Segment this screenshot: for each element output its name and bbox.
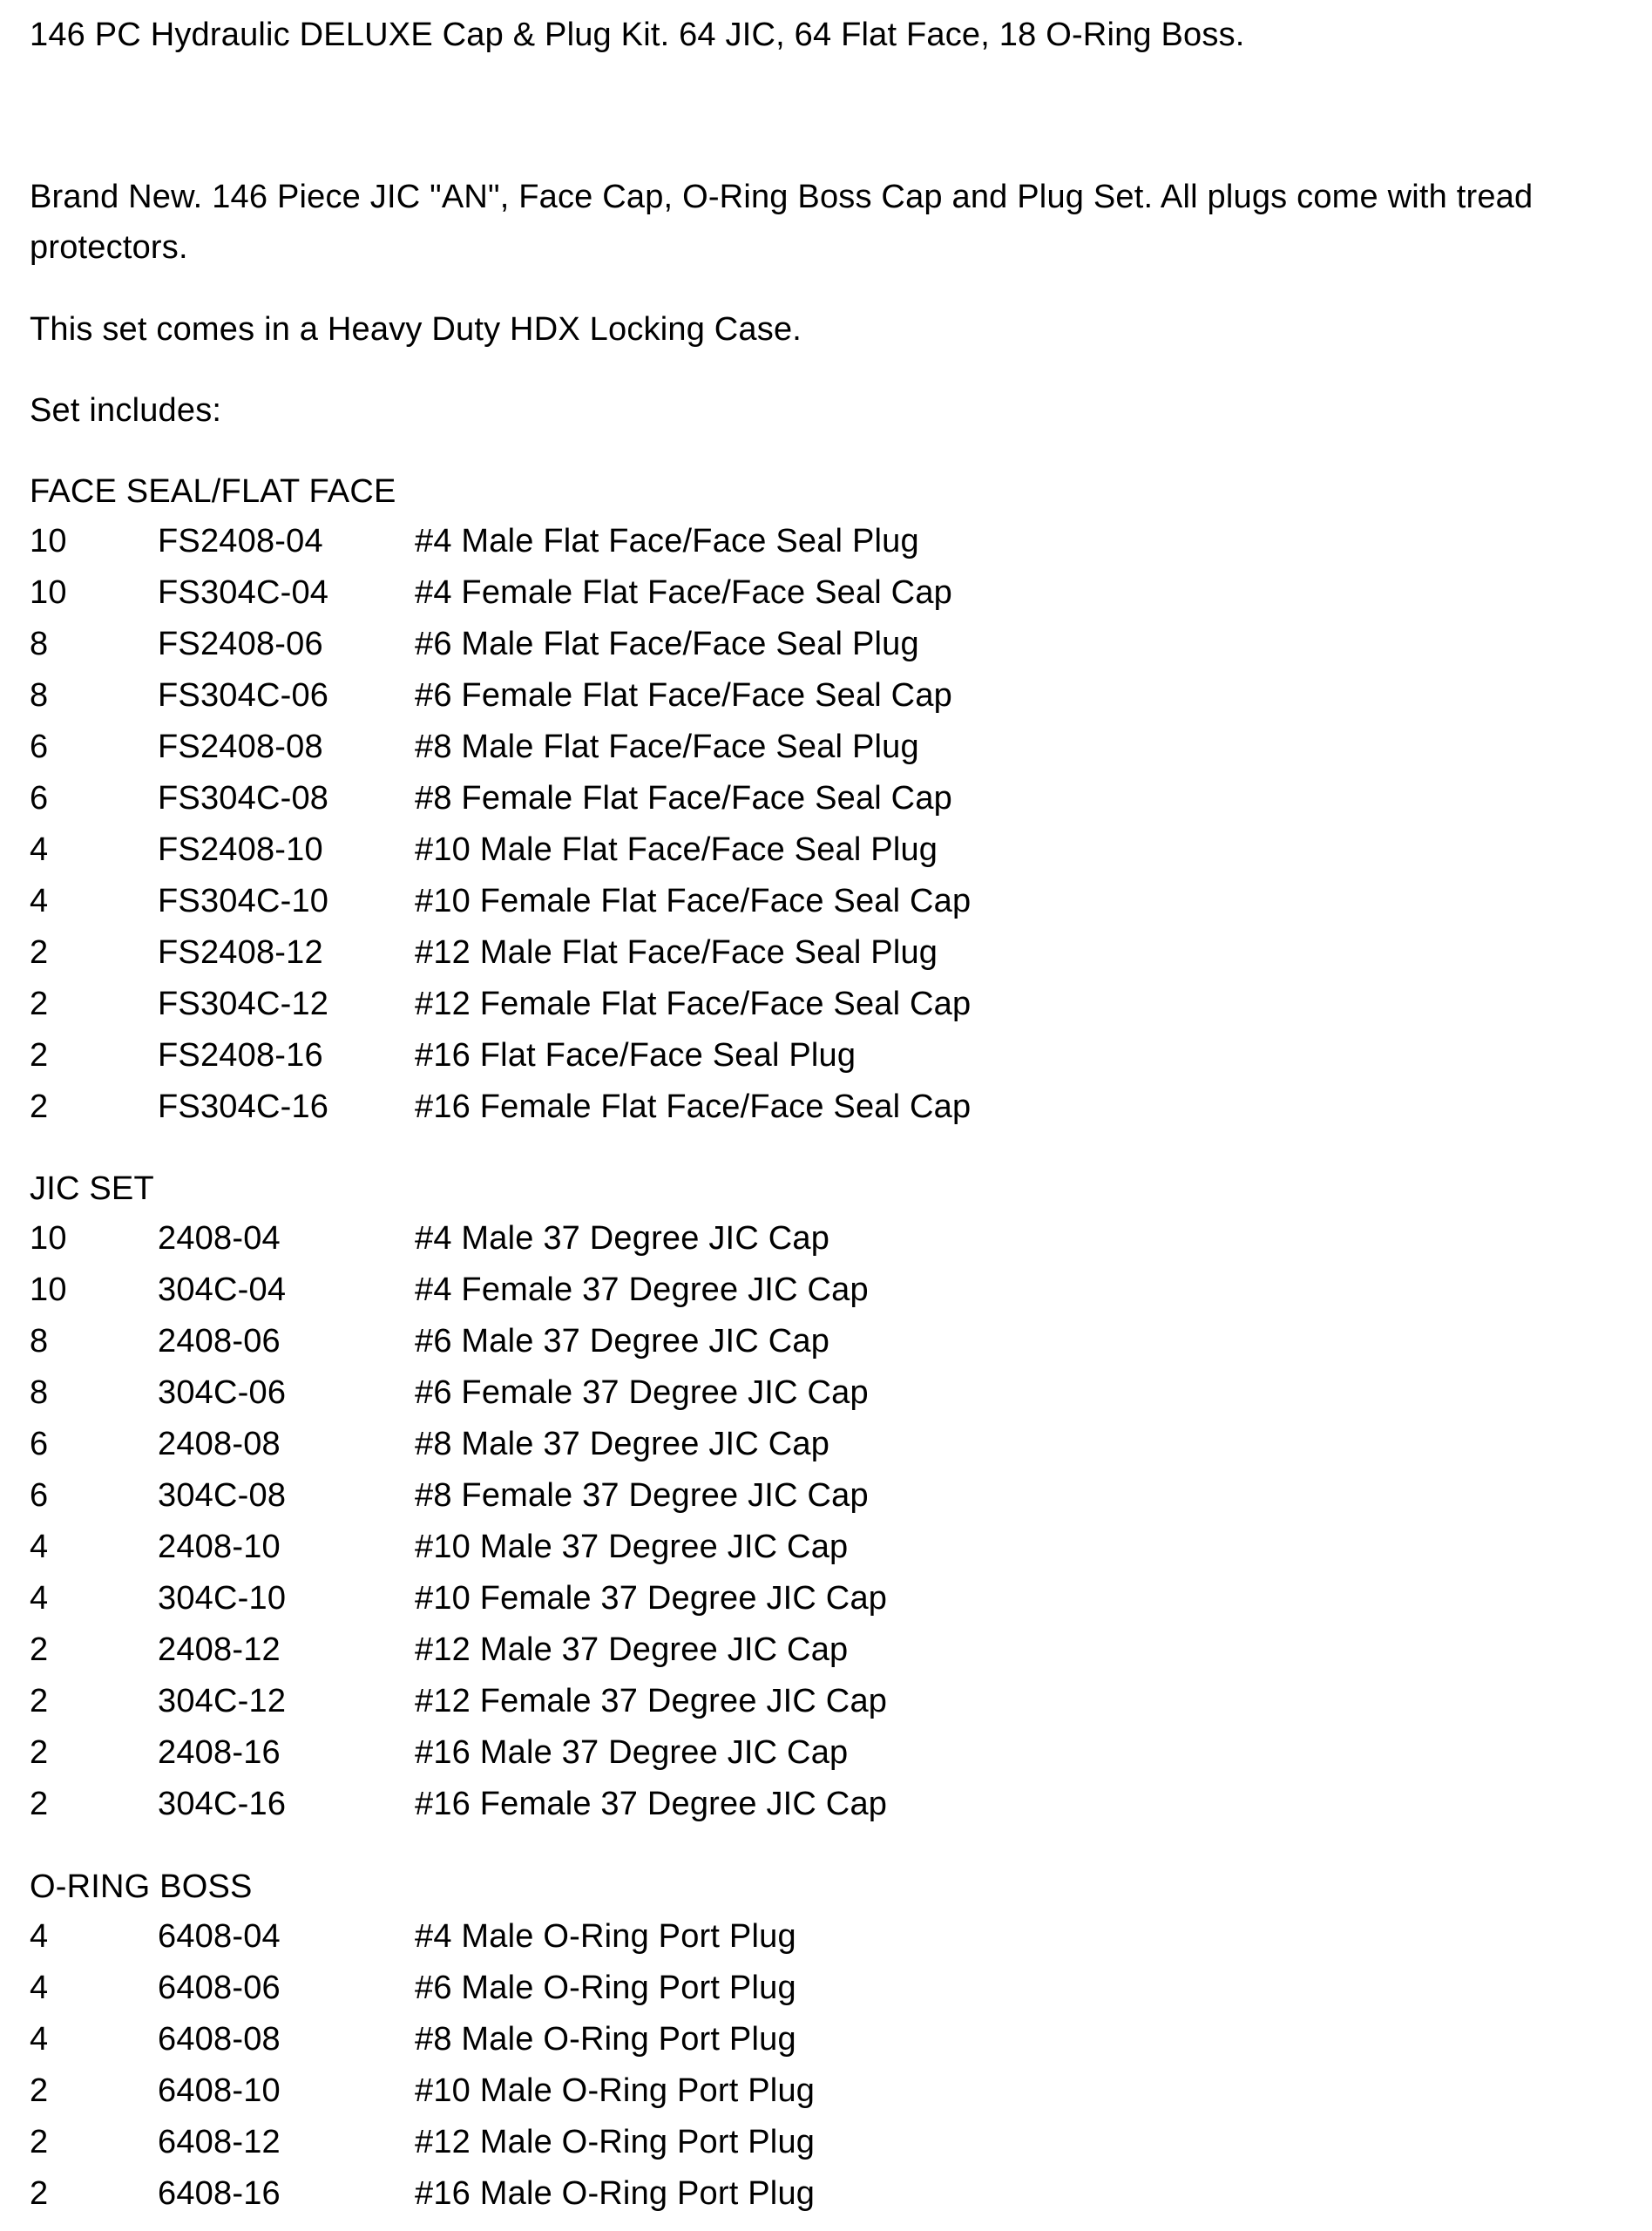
section-heading-face-seal: FACE SEAL/FLAT FACE: [30, 473, 396, 510]
case-note: This set comes in a Heavy Duty HDX Locking Case.: [30, 311, 802, 348]
row-description: #10 Male 37 Degree JIC Cap: [415, 1529, 849, 1565]
document-title: 146 PC Hydraulic DELUXE Cap & Plug Kit. 64 JIC, 64 Flat Face, 18 O-Ring Boss.: [30, 17, 1245, 53]
row-part-number: FS304C-08: [158, 780, 329, 817]
row-quantity: 4: [30, 883, 49, 919]
row-quantity: 2: [30, 986, 49, 1022]
row-description: #10 Female Flat Face/Face Seal Cap: [415, 883, 972, 919]
row-part-number: 304C-04: [158, 1271, 287, 1308]
row-part-number: FS304C-06: [158, 677, 329, 714]
row-quantity: 4: [30, 1580, 49, 1617]
row-part-number: FS304C-12: [158, 986, 329, 1022]
row-part-number: FS2408-06: [158, 626, 323, 662]
row-description: #16 Male O-Ring Port Plug: [415, 2175, 816, 2212]
row-quantity: 4: [30, 831, 49, 868]
row-description: #4 Female Flat Face/Face Seal Cap: [415, 574, 952, 611]
row-quantity: 2: [30, 2072, 49, 2109]
row-description: #4 Female 37 Degree JIC Cap: [415, 1271, 869, 1308]
row-quantity: 8: [30, 677, 49, 714]
row-quantity: 4: [30, 1970, 49, 2006]
row-part-number: 6408-10: [158, 2072, 281, 2109]
row-description: #6 Male Flat Face/Face Seal Plug: [415, 626, 919, 662]
row-part-number: 2408-16: [158, 1734, 281, 1771]
row-quantity: 8: [30, 1323, 49, 1360]
row-description: #8 Female Flat Face/Face Seal Cap: [415, 780, 952, 817]
row-part-number: 2408-12: [158, 1631, 281, 1668]
row-description: #12 Female Flat Face/Face Seal Cap: [415, 986, 972, 1022]
row-quantity: 4: [30, 2021, 49, 2058]
row-quantity: 2: [30, 1631, 49, 1668]
row-quantity: 6: [30, 780, 49, 817]
row-part-number: 2408-08: [158, 1426, 281, 1462]
row-part-number: FS304C-10: [158, 883, 329, 919]
row-part-number: 6408-06: [158, 1970, 281, 2006]
row-part-number: FS2408-10: [158, 831, 323, 868]
row-part-number: FS304C-16: [158, 1088, 329, 1125]
row-part-number: 2408-10: [158, 1529, 281, 1565]
row-part-number: FS304C-04: [158, 574, 329, 611]
row-description: #12 Male O-Ring Port Plug: [415, 2124, 816, 2160]
row-quantity: 8: [30, 626, 49, 662]
row-part-number: 2408-06: [158, 1323, 281, 1360]
row-part-number: 304C-16: [158, 1786, 287, 1822]
row-part-number: 6408-04: [158, 1918, 281, 1955]
row-part-number: 304C-10: [158, 1580, 287, 1617]
row-quantity: 2: [30, 1786, 49, 1822]
row-description: #16 Male 37 Degree JIC Cap: [415, 1734, 849, 1771]
row-quantity: 2: [30, 2124, 49, 2160]
row-description: #16 Female 37 Degree JIC Cap: [415, 1786, 888, 1822]
row-quantity: 2: [30, 1037, 49, 1074]
row-quantity: 4: [30, 1529, 49, 1565]
row-quantity: 6: [30, 729, 49, 765]
row-part-number: 304C-12: [158, 1683, 287, 1719]
row-part-number: 2408-04: [158, 1220, 281, 1257]
row-part-number: 304C-06: [158, 1374, 287, 1411]
intro-paragraph: Brand New. 146 Piece JIC "AN", Face Cap, O-Ring Boss Cap and Plug Set. All plugs come with tread protectors.: [30, 179, 1534, 266]
section-heading-o-ring-boss: O-RING BOSS: [30, 1868, 253, 1905]
row-description: #12 Female 37 Degree JIC Cap: [415, 1683, 888, 1719]
includes-label: Set includes:: [30, 392, 222, 429]
row-description: #8 Male 37 Degree JIC Cap: [415, 1426, 830, 1462]
row-quantity: 8: [30, 1374, 49, 1411]
row-quantity: 10: [30, 1220, 67, 1257]
row-part-number: 6408-12: [158, 2124, 281, 2160]
row-description: #4 Male O-Ring Port Plug: [415, 1918, 796, 1955]
row-part-number: FS2408-04: [158, 523, 323, 559]
row-description: #16 Flat Face/Face Seal Plug: [415, 1037, 856, 1074]
row-description: #10 Female 37 Degree JIC Cap: [415, 1580, 888, 1617]
row-description: #4 Male 37 Degree JIC Cap: [415, 1220, 830, 1257]
row-quantity: 10: [30, 523, 67, 559]
row-quantity: 10: [30, 1271, 67, 1308]
row-part-number: FS2408-08: [158, 729, 323, 765]
row-description: #12 Male 37 Degree JIC Cap: [415, 1631, 849, 1668]
row-quantity: 2: [30, 1088, 49, 1125]
row-part-number: 6408-16: [158, 2175, 281, 2212]
row-description: #12 Male Flat Face/Face Seal Plug: [415, 934, 938, 971]
row-quantity: 2: [30, 934, 49, 971]
row-part-number: FS2408-16: [158, 1037, 323, 1074]
row-description: #6 Female 37 Degree JIC Cap: [415, 1374, 869, 1411]
row-description: #16 Female Flat Face/Face Seal Cap: [415, 1088, 972, 1125]
row-part-number: 6408-08: [158, 2021, 281, 2058]
row-quantity: 10: [30, 574, 67, 611]
row-description: #6 Male 37 Degree JIC Cap: [415, 1323, 830, 1360]
row-description: #8 Male Flat Face/Face Seal Plug: [415, 729, 919, 765]
row-quantity: 6: [30, 1477, 49, 1514]
row-quantity: 2: [30, 1734, 49, 1771]
row-description: #8 Female 37 Degree JIC Cap: [415, 1477, 869, 1514]
row-description: #8 Male O-Ring Port Plug: [415, 2021, 796, 2058]
row-quantity: 2: [30, 2175, 49, 2212]
row-description: #4 Male Flat Face/Face Seal Plug: [415, 523, 919, 559]
row-quantity: 4: [30, 1918, 49, 1955]
row-description: #10 Male Flat Face/Face Seal Plug: [415, 831, 938, 868]
row-description: #6 Female Flat Face/Face Seal Cap: [415, 677, 952, 714]
row-quantity: 6: [30, 1426, 49, 1462]
row-part-number: 304C-08: [158, 1477, 287, 1514]
row-description: #10 Male O-Ring Port Plug: [415, 2072, 816, 2109]
row-description: #6 Male O-Ring Port Plug: [415, 1970, 796, 2006]
row-quantity: 2: [30, 1683, 49, 1719]
row-part-number: FS2408-12: [158, 934, 323, 971]
section-heading-jic: JIC SET: [30, 1170, 154, 1207]
